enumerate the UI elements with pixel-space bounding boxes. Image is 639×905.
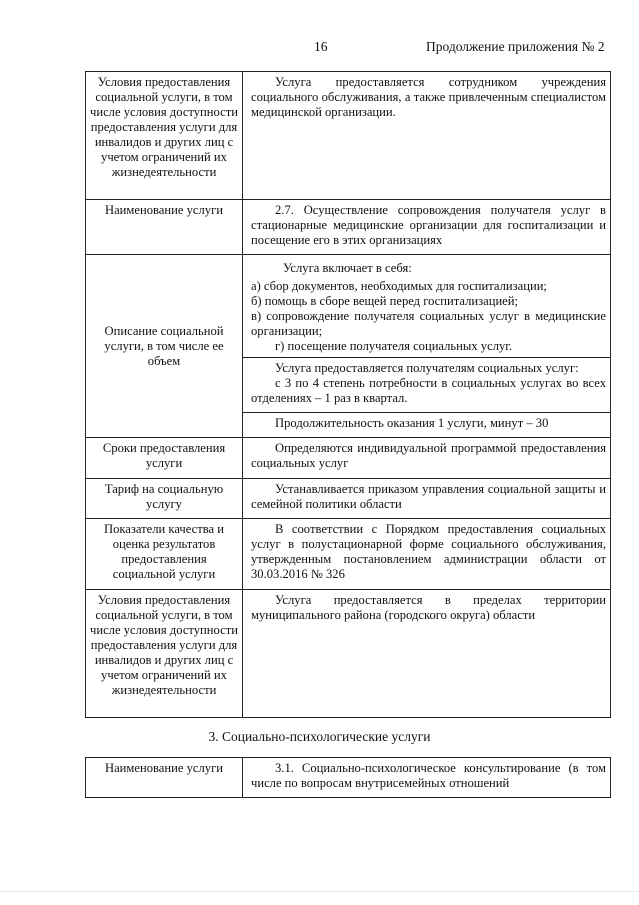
service-terms-label: Сроки предоставления услуги [102,441,226,470]
label-cell [86,200,243,255]
label-cell [86,72,243,200]
label-cell [86,479,243,519]
table-row [86,479,611,519]
quality-indicators-label: Показатели качества и оценка результатов предоставления социальной услуги [103,522,224,581]
value-cell [243,519,611,590]
table-row [86,590,611,718]
page-number: 16 [314,39,328,54]
label-cell [86,255,243,438]
label-cell [86,590,243,718]
table-row [86,758,611,798]
value-cell [243,413,611,438]
duration-value: Продолжительность оказания 1 услуги, минут – 30 [275,416,549,430]
label-cell [86,438,243,479]
service-terms-value: Определяются индивидуальной программой предоставления социальных услуг [251,441,606,470]
table-row [86,72,611,200]
value-cell [243,758,611,798]
service-name-value: 2.7. Осуществление сопровождения получателя услуг в стационарные медицинские организации для госпитализации и посещение его в этих организациях [251,203,606,247]
recipients-block [243,358,610,409]
quality-indicators-value: В соответствии с Порядком предоставления социальных услуг в полустационарной форме социального обслуживания, утвержденным постановлением администрации области от 30.03.2016 № 326 [251,522,606,581]
service-includes-block [243,255,610,357]
list-item: в) сопровождение получателя социальных услуг в медицинские организации; [251,309,606,338]
value-cell [243,358,611,413]
value-cell [243,438,611,479]
scan-edge-line [0,891,639,892]
list-item: г) посещение получателя социальных услуг. [275,339,513,353]
service-name-label: Наименование услуги [105,203,223,217]
value-cell [243,255,611,358]
accessibility-conditions-value-2: Услуга предоставляется в пределах территории муниципального района (городского округа) области [251,593,606,622]
table-row [86,438,611,479]
value-cell [243,200,611,255]
includes-title: Услуга включает в себя: [283,261,412,275]
frequency-line: с 3 по 4 степень потребности в социальных услугах во всех отделениях – 1 раз в квартал. [251,376,606,405]
label-cell [86,519,243,590]
table-row [86,519,611,590]
psychological-services-table [85,757,611,798]
value-cell [243,479,611,519]
table-row [86,255,611,358]
table-row [86,200,611,255]
list-item: а) сбор документов, необходимых для госпитализации; [251,279,547,293]
tariff-label: Тариф на социальную услугу [104,482,224,511]
service-description-label: Описание социальной услуги, в том числе ее объем [104,323,224,368]
list-item: б) помощь в сборе вещей перед госпитализацией; [251,294,519,308]
value-cell [243,590,611,718]
service-name-label: Наименование услуги [105,761,223,775]
service-name-value: 3.1. Социально-психологическое консультирование (в том числе по вопросам внутрисемейных отношений [251,761,606,790]
services-table [85,71,611,718]
section-heading: 3. Социально-психологические услуги [208,729,431,744]
label-cell [86,758,243,798]
value-cell [243,72,611,200]
accessibility-conditions-label: Условия предоставления социальной услуги, в том числе условия доступности предоставления услуги для инвалидов и других лиц с учетом ограничений их жизнедеятельности [90,75,238,179]
accessibility-conditions-label-2: Условия предоставления социальной услуги, в том числе условия доступности предоставления услуги для инвалидов и других лиц с учетом ограничений их жизнедеятельности [90,593,238,697]
recipients-line: Услуга предоставляется получателям социальных услуг: [275,361,579,375]
accessibility-conditions-value: Услуга предоставляется сотрудником учреждения социального обслуживания, а также привлеченным специалистом медицинской организации. [251,75,606,119]
appendix-note: Продолжение приложения № 2 [426,39,605,54]
tariff-value: Устанавливается приказом управления социальной защиты и семейной политики области [251,482,606,511]
